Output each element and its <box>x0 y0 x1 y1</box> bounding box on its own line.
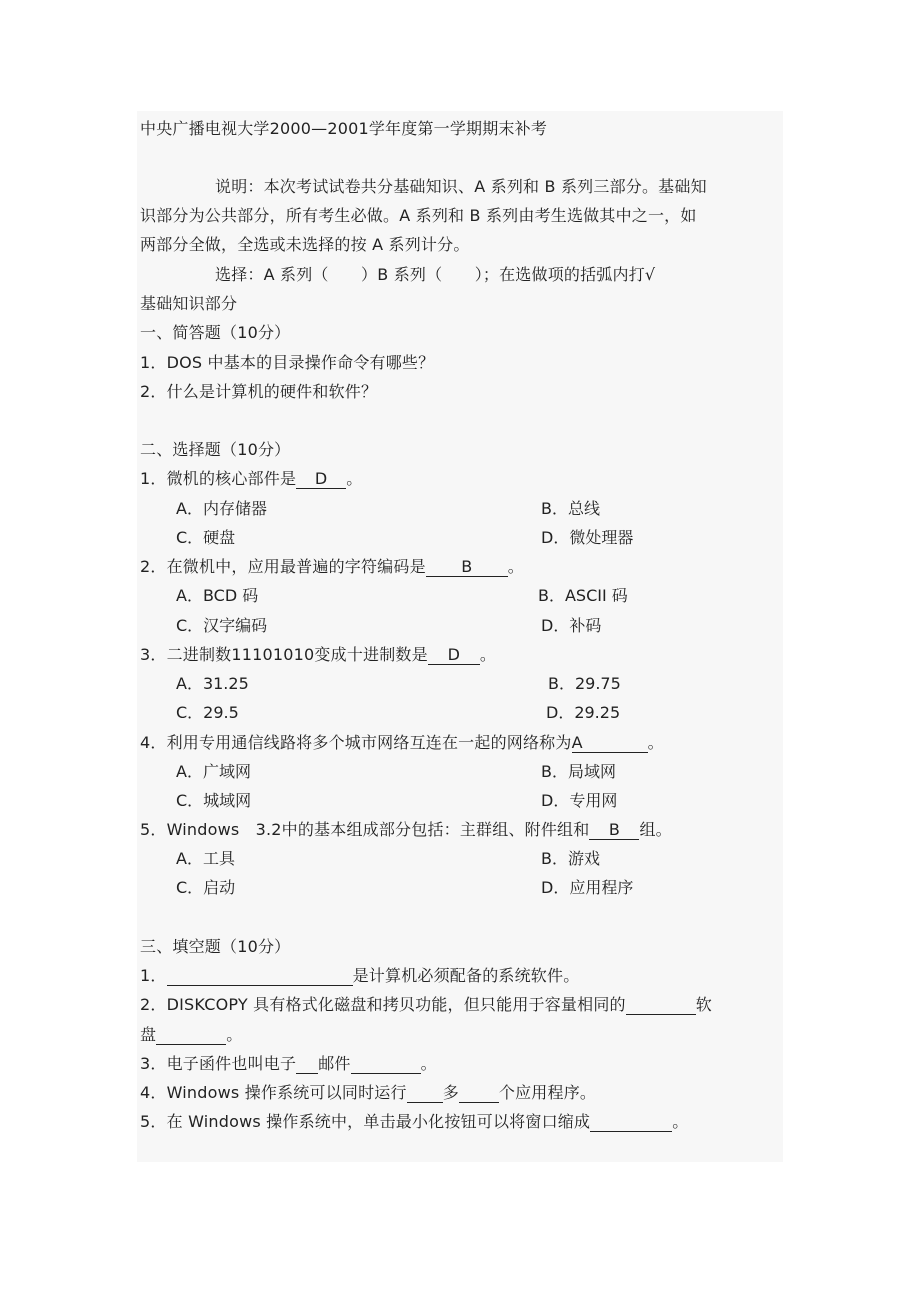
choice-q3-text: 3．二进制数11101010变成十进制数是 <box>140 645 428 664</box>
fill-in-q4-end: 个应用程序。 <box>498 1083 597 1102</box>
fill-in-q4-blank-2 <box>459 1084 499 1103</box>
short-answer-heading: 一、简答题（10分） <box>140 323 291 342</box>
choice-q1-answer: D <box>296 470 346 489</box>
choice-q1 <box>140 464 780 493</box>
choice-q3 <box>140 640 780 669</box>
choice-q2-option-a: A．BCD 码 <box>176 586 259 605</box>
choice-q3-option-c: C．29.5 <box>176 703 239 722</box>
choice-q4-option-b: B．局域网 <box>541 762 616 781</box>
instructions-line-1: 说明：本次考试试卷共分基础知识、A 系列和 B 系列三部分。基础知 <box>215 177 707 196</box>
choice-q5-answer: B <box>589 821 639 840</box>
choice-q4-option-c: C．城域网 <box>176 791 252 810</box>
fill-in-q3-blank-1 <box>296 1055 318 1074</box>
fill-in-q2-blank-2 <box>156 1026 226 1045</box>
choice-q5-end: 组。 <box>639 820 672 839</box>
instructions-line-2: 识部分为公共部分，所有考生必做。A 系列和 B 系列由考生选做其中之一，如 <box>140 206 697 225</box>
choice-q4-option-a: A．广域网 <box>176 762 251 781</box>
choice-q4-answer: A <box>572 734 648 753</box>
fill-in-q4 <box>140 1078 780 1107</box>
choice-q1-text: 1．微机的核心部件是 <box>140 469 297 488</box>
fill-in-q2b-text: 盘 <box>140 1025 157 1044</box>
choice-q5-option-b: B．游戏 <box>541 849 600 868</box>
choice-q2-text: 2．在微机中，应用最普遍的字符编码是 <box>140 557 426 576</box>
fill-in-q2 <box>140 990 780 1019</box>
short-answer-q1: 1．DOS 中基本的目录操作命令有哪些？ <box>140 353 435 372</box>
choice-q5 <box>140 815 780 844</box>
choice-q3-end: 。 <box>479 645 497 664</box>
fill-in-q2-blank-1 <box>626 996 696 1015</box>
fill-in-q1-blank <box>167 967 353 986</box>
choice-q2-option-c: C．汉字编码 <box>176 616 268 635</box>
choice-q4-text: 4．利用专用通信线路将多个城市网络互连在一起的网络称为 <box>140 733 572 752</box>
choice-q5-option-d: D．应用程序 <box>541 878 634 897</box>
choice-q5-option-a: A．工具 <box>176 849 235 868</box>
fill-in-q1 <box>140 961 780 990</box>
choice-q1-end: 。 <box>346 469 363 488</box>
fill-in-q2-cont <box>140 1020 780 1049</box>
series-choice: 选择：A 系列（ ）B 系列（ ）；在选做项的括弧内打√ <box>215 265 656 284</box>
fill-in-q2-continue: 软 <box>695 995 712 1014</box>
choice-q5-option-c: C．启动 <box>176 878 236 897</box>
fill-in-q1-text: 是计算机必须配备的系统软件。 <box>352 966 580 985</box>
fill-in-q3-blank-2 <box>351 1055 421 1074</box>
instructions-line-3: 两部分全做，全选或未选择的按 A 系列计分。 <box>140 235 470 254</box>
fill-in-q5 <box>140 1107 780 1136</box>
fill-in-q3-text: 3．电子函件也叫电子 <box>140 1054 297 1073</box>
exam-title: 中央广播电视大学2000—2001学年度第一学期期末补考 <box>140 119 548 138</box>
choice-q1-option-b: B．总线 <box>541 499 600 518</box>
choice-q2-option-d: D．补码 <box>541 616 602 635</box>
choice-q4 <box>140 728 780 757</box>
choice-q2-end: 。 <box>507 557 524 576</box>
choice-q2 <box>140 552 780 581</box>
fill-in-q5-end: 。 <box>672 1112 689 1131</box>
choice-heading: 二、选择题（10分） <box>140 440 291 459</box>
choice-q1-option-c: C．硬盘 <box>176 528 236 547</box>
fill-in-q3-end: 。 <box>420 1054 437 1073</box>
fill-in-heading: 三、填空题（10分） <box>140 937 291 956</box>
fill-in-q5-text: 5．在 Windows 操作系统中，单击最小化按钮可以将窗口缩成 <box>140 1112 591 1131</box>
fill-in-q3 <box>140 1049 780 1078</box>
choice-q2-answer: B <box>426 558 508 577</box>
choice-q3-answer: D <box>428 646 480 665</box>
choice-q1-option-d: D．微处理器 <box>541 528 634 547</box>
choice-q4-end: 。 <box>647 733 664 752</box>
fill-in-q1-number: 1． <box>140 966 167 985</box>
fill-in-q4-text: 4．Windows 操作系统可以同时运行 <box>140 1083 407 1102</box>
choice-q5-text: 5．Windows 3.2中的基本组成部分包括：主群组、附件组和 <box>140 820 590 839</box>
section-basic-heading: 基础知识部分 <box>140 294 238 313</box>
fill-in-q2-text: 2．DISKCOPY 具有格式化磁盘和拷贝功能，但只能用于容量相同的 <box>140 995 626 1014</box>
short-answer-q2: 2．什么是计算机的硬件和软件？ <box>140 382 378 401</box>
fill-in-q4-blank-1 <box>407 1084 443 1103</box>
choice-q1-option-a: A．内存储器 <box>176 499 267 518</box>
choice-q3-option-d: D．29.25 <box>546 703 621 722</box>
fill-in-q5-blank <box>590 1113 672 1132</box>
choice-q4-option-d: D．专用网 <box>541 791 618 810</box>
fill-in-q2b-end: 。 <box>226 1025 243 1044</box>
choice-q3-option-a: A．31.25 <box>176 674 249 693</box>
fill-in-q4-answer: 多 <box>442 1083 459 1102</box>
choice-q3-option-b: B．29.75 <box>548 674 621 693</box>
fill-in-q3-mid: 邮件 <box>318 1054 351 1073</box>
choice-q2-option-b: B．ASCII 码 <box>538 586 628 605</box>
